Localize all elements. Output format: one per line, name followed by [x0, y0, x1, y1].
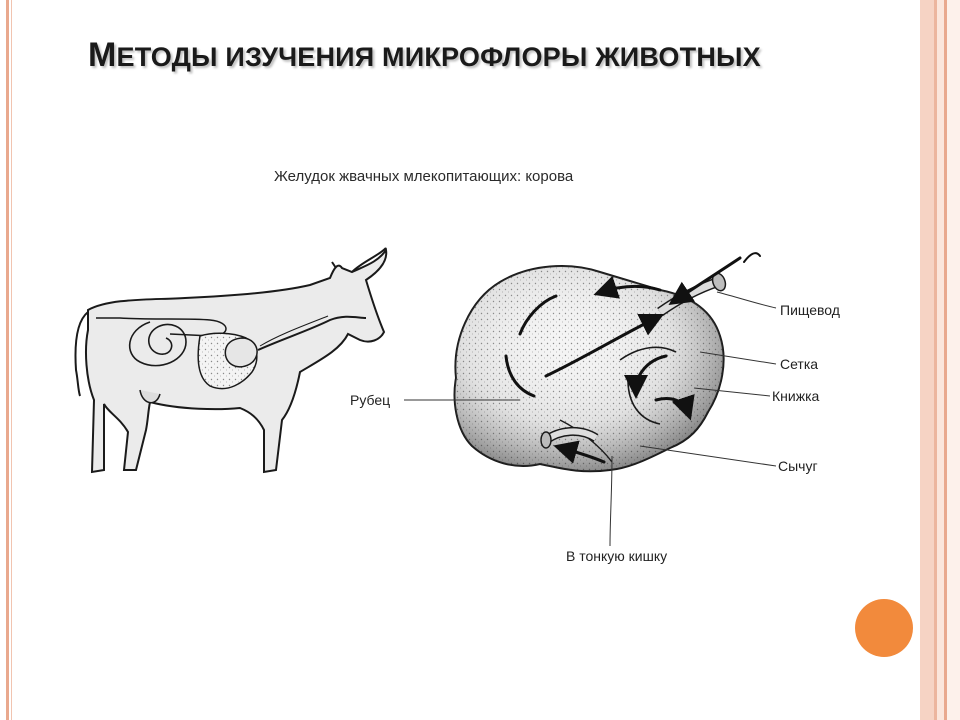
stomach-illustration: [455, 266, 728, 471]
label-abomasum: Сычуг: [778, 458, 818, 474]
label-reticulum: Сетка: [780, 356, 819, 372]
title-rest: ЕТОДЫ ИЗУЧЕНИЯ МИКРОФЛОРЫ ЖИВОТНЫХ: [116, 42, 761, 72]
title-first-letter: М: [88, 36, 117, 74]
label-esophagus: Пищевод: [780, 302, 840, 318]
label-omasum: Книжка: [772, 388, 820, 404]
label-to-small-intestine: В тонкую кишку: [566, 548, 668, 564]
accent-circle: [855, 599, 913, 657]
label-rumen: Рубец: [350, 392, 391, 408]
figure-caption: Желудок жвачных млекопитающих: корова: [274, 168, 574, 185]
